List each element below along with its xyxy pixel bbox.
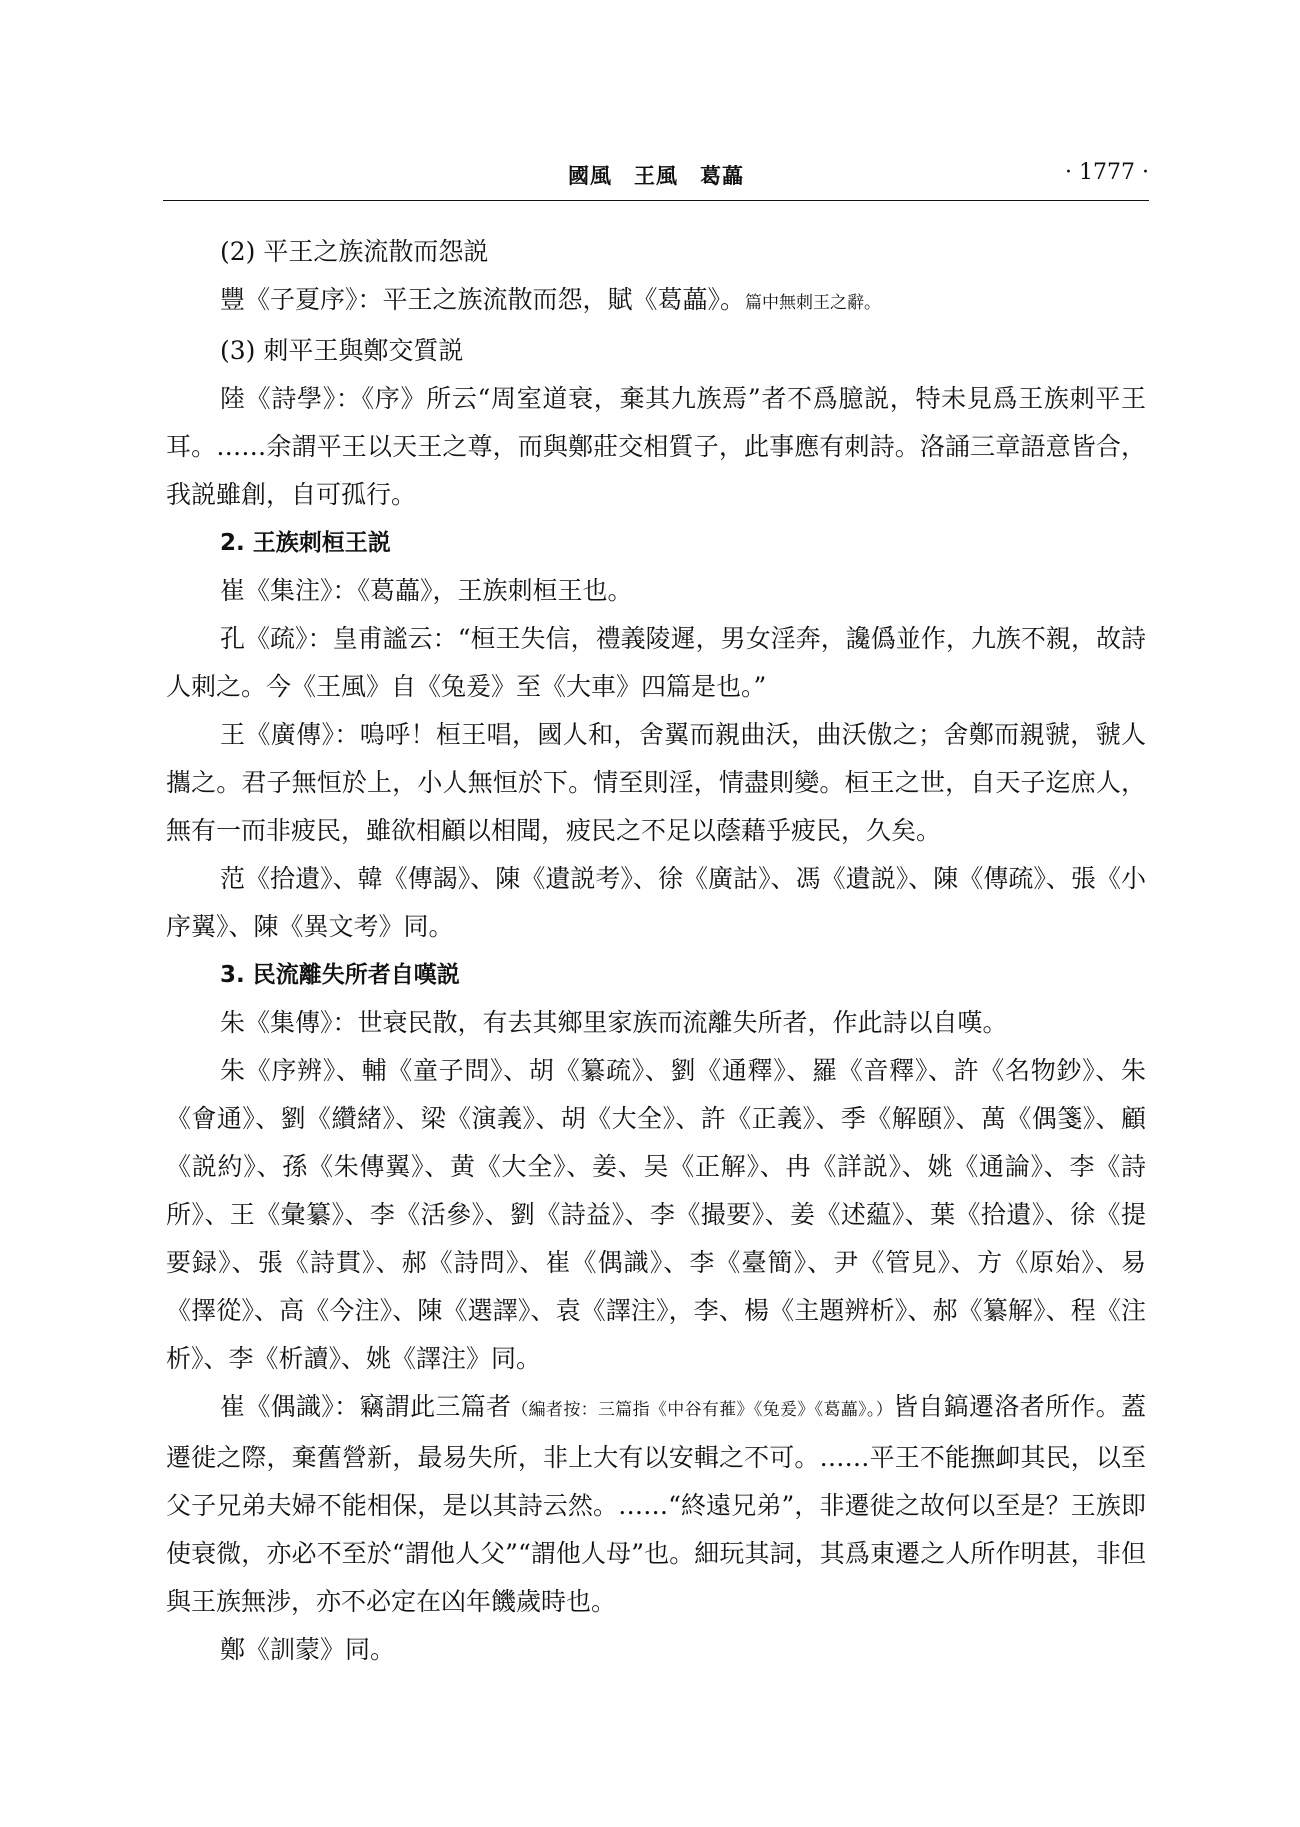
paragraph-text: 豐《子夏序》：平王之族流散而怨，賦《葛藟》。 (220, 285, 746, 314)
running-header (163, 160, 1149, 200)
inline-note: 篇中無刺王之辭。 (745, 293, 882, 313)
page-body (166, 228, 1146, 1674)
paragraph: 孔《疏》：皇甫謐云：“桓王失信，禮義陵遲，男女淫奔，讒僞並作，九族不親，故詩人刺之。今《王風》自《兔爰》至《大車》四篇是也。” (166, 624, 1146, 701)
paragraph-text: 皆自鎬遷洛者所作。蓋遷徙之際，棄舊營新，最易失所，非上大有以安輯之不可。……平王不能撫卹其民，以至父子兄弟夫婦不能相保，是以其詩云然。……“終遠兄弟”，非遷徙之故何以至是？王族即使衰微，亦必不至於“謂他人父”“謂他人母”也。細玩其詞，其爲東遷之人所作明甚，非但與王族無涉，亦不必定在凶年饑歲時也。 (166, 1392, 1146, 1616)
section-heading: 2. 王族刺桓王説 (220, 530, 391, 556)
paragraph (166, 1383, 1146, 1626)
section-heading: (3) 刺平王與鄭交質説 (220, 336, 464, 365)
section-heading: (2) 平王之族流散而怨説 (220, 237, 489, 266)
paragraph-text: 崔《偶識》：竊謂此三篇者 (220, 1392, 512, 1421)
section-heading: 3. 民流離失所者自嘆説 (220, 962, 460, 988)
paragraph (166, 276, 1146, 327)
paragraph: 王《廣傳》：嗚呼！桓王唱，國人和，舍翼而親曲沃，曲沃傲之；舍鄭而親虢，虢人攜之。君子無恒於上，小人無恒於下。情至則淫，情盡則變。桓王之世，自天子迄庶人，無有一而非疲民，雖欲相顧以相聞，疲民之不足以蔭藉乎疲民，久矣。 (166, 720, 1146, 845)
paragraph: 鄭《訓蒙》同。 (220, 1635, 396, 1664)
paragraph: 朱《序辨》、輔《童子問》、胡《纂疏》、劉《通釋》、羅《音釋》、許《名物鈔》、朱《會通》、劉《纘緒》、梁《演義》、胡《大全》、許《正義》、季《解頤》、萬《偶箋》、顧《説約》、孫《朱傳翼》、黄《大全》、姜、吴《正解》、冉《詳説》、姚《通論》、李《詩所》、王《彙纂》、李《活參》、劉《詩益》、李《撮要》、姜《述藴》、葉《拾遺》、徐《提要録》、張《詩貫》、郝《詩問》、崔《偶識》、李《臺簡》、尹《管見》、方《原始》、易《擇從》、高《今注》、陳《選譯》、袁《譯注》，李、楊《主題辨析》、郝《纂解》、程《注析》、李《析讀》、姚《譯注》同。 (166, 1056, 1146, 1373)
paragraph: 朱《集傳》：世衰民散，有去其鄉里家族而流離失所者，作此詩以自嘆。 (220, 1008, 1008, 1037)
paragraph: 崔《集注》：《葛藟》，王族刺桓王也。 (220, 576, 633, 605)
header-title: 國風 王風 葛藟 (568, 164, 744, 188)
paragraph: 陸《詩學》：《序》所云“周室道衰，棄其九族焉”者不爲臆説，特未見爲王族刺平王耳。……余謂平王以天王之尊，而與鄭莊交相質子，此事應有刺詩。洛誦三章語意皆合，我説雖創，自可孤行。 (166, 384, 1146, 509)
inline-note: （編者按：三篇指《中谷有蓷》《兔爰》《葛藟》。） (511, 1400, 894, 1420)
paragraph: 范《拾遺》、韓《傳謁》、陳《遺説考》、徐《廣詁》、馮《遺説》、陳《傳疏》、張《小序翼》、陳《異文考》同。 (166, 864, 1146, 941)
page-number: · 1777 · (1065, 160, 1149, 185)
header-rule (163, 200, 1149, 201)
